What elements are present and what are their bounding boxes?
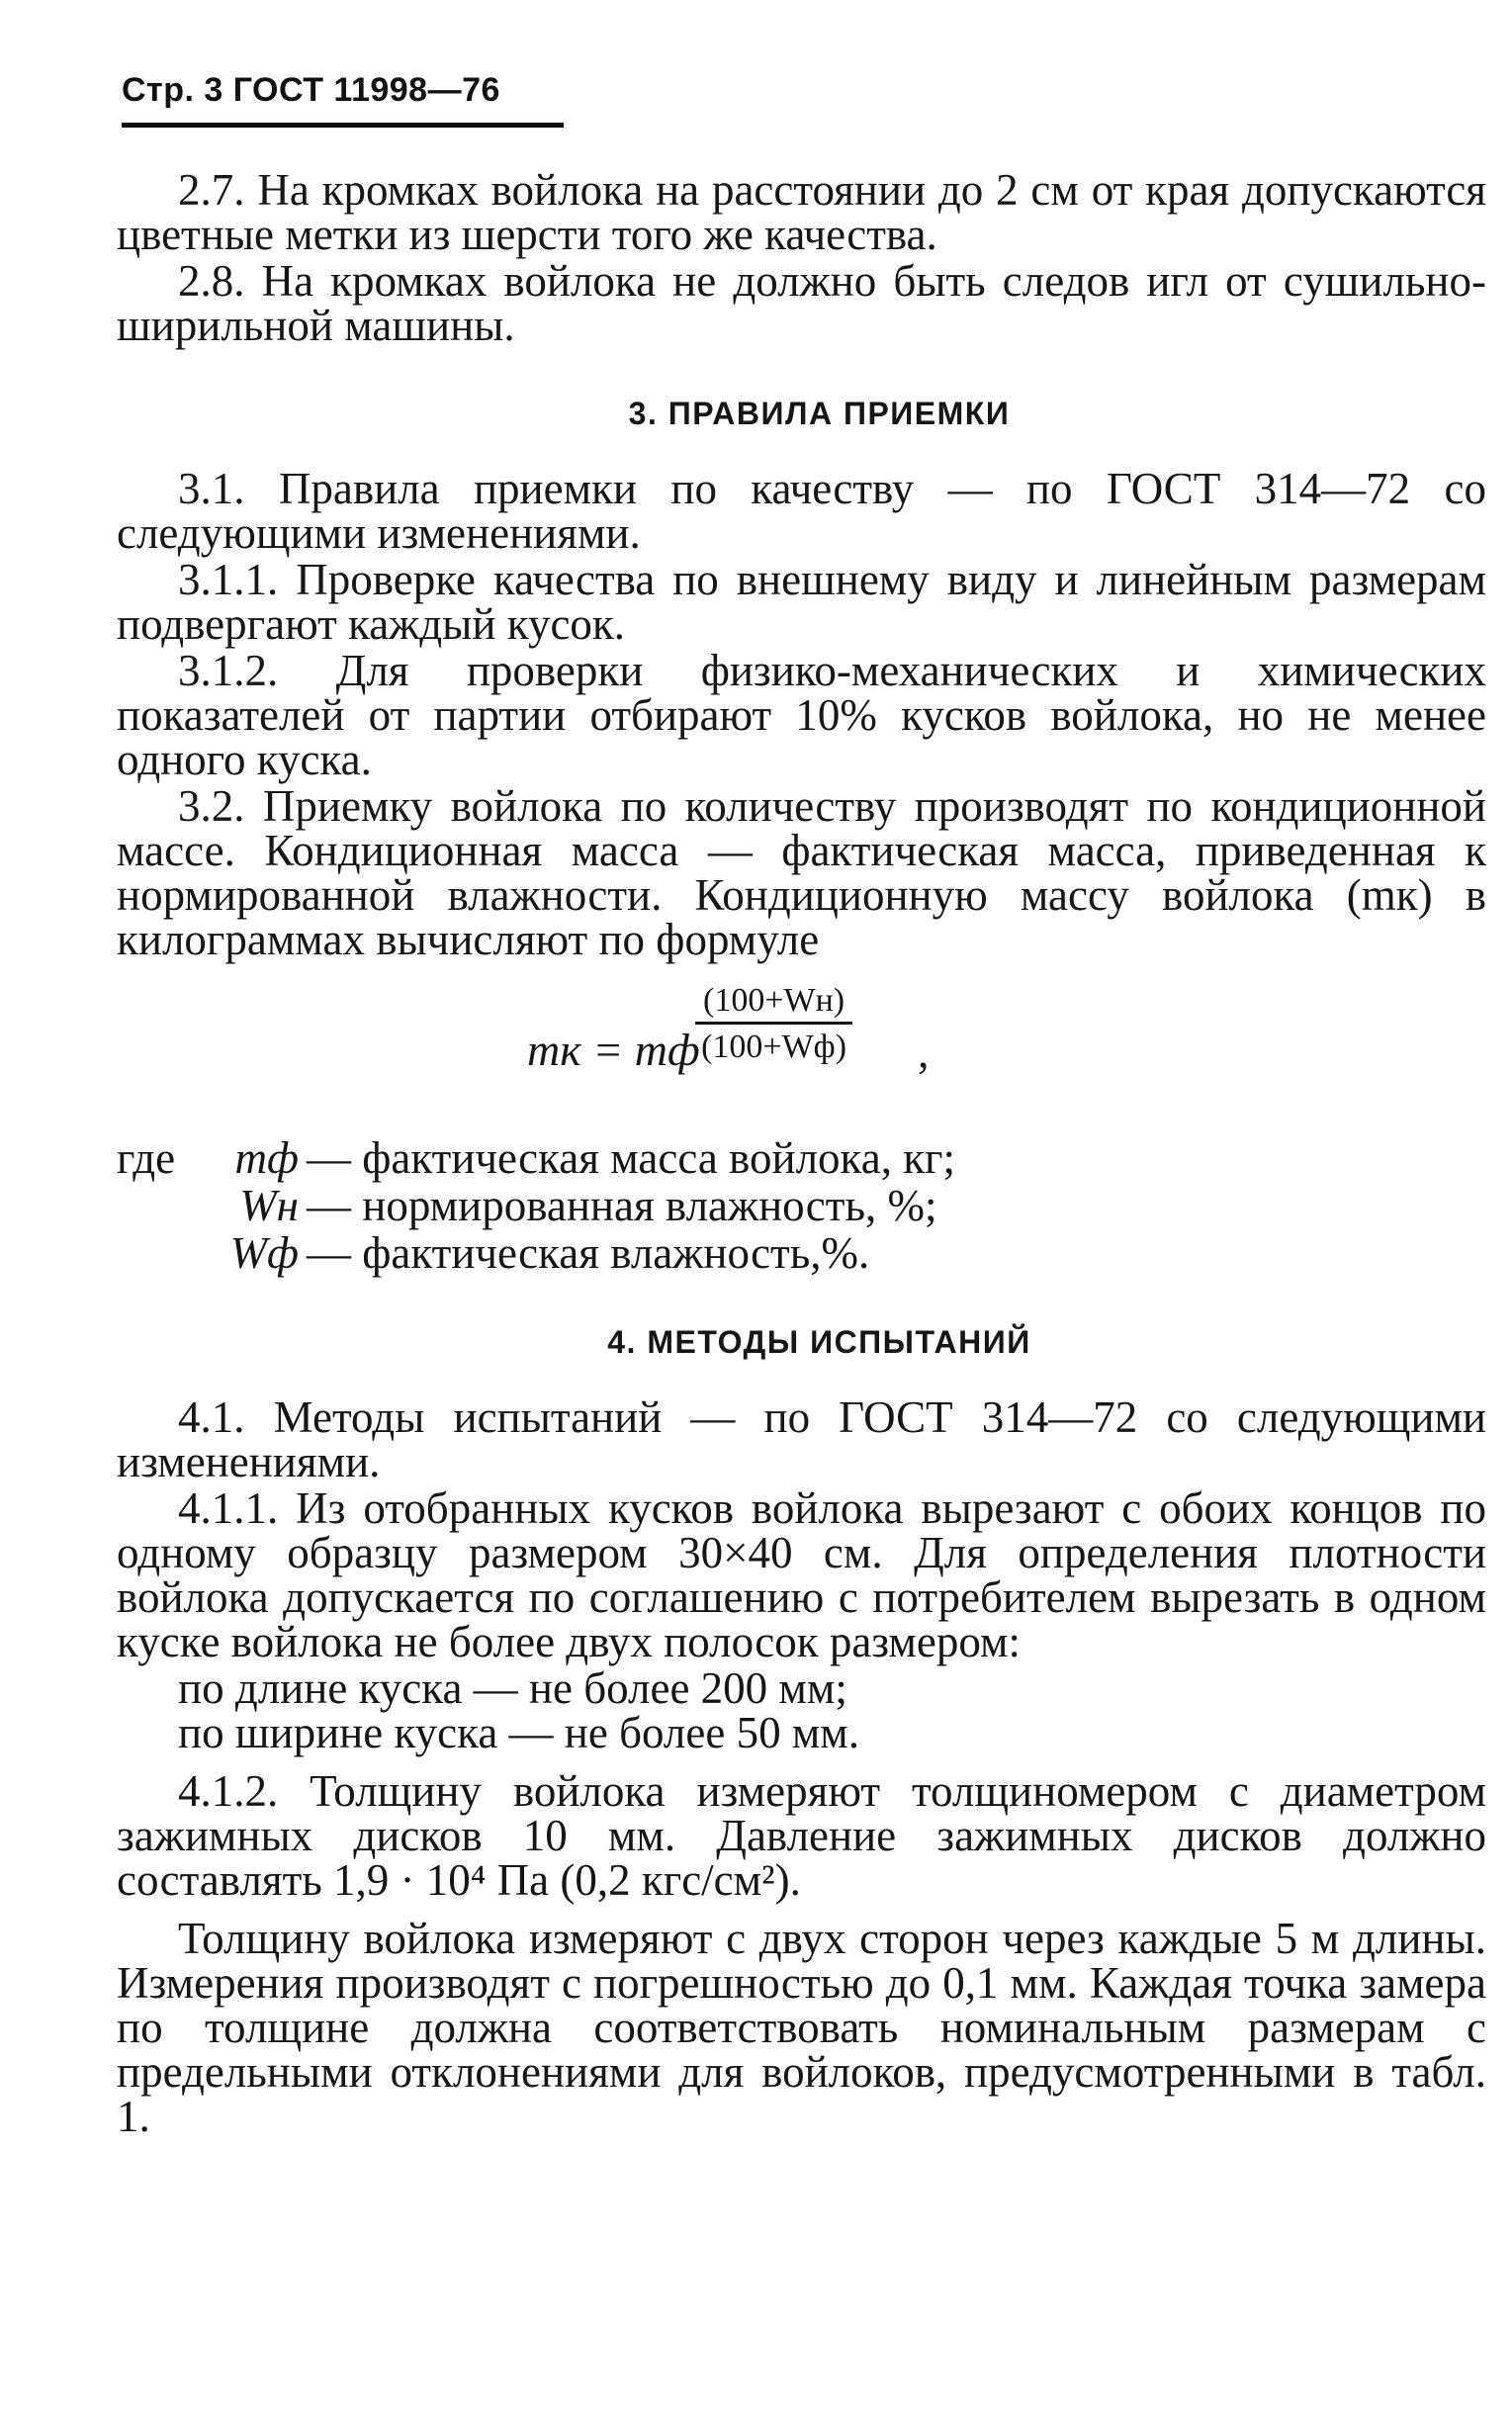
paragraph-4-1-1: 4.1.1. Из отобранных кусков войлока вырезают с обоих концов по одному образцу размером 30×40 см. Для определения плотности войлока допускается по соглашению с потребителем вырезать в одном куске войлока не более двух полосок размером: [117,1483,1486,1667]
definition-row [117,1134,1486,1182]
list-item-length: по длине куска — не более 200 мм; [178,1663,847,1714]
section-3-heading: 3. ПРАВИЛА ПРИЕМКИ [628,396,1011,431]
paragraph-4-1: 4.1. Методы испытаний — по ГОСТ 314—72 со следующими изменениями. [117,1392,1486,1487]
definition-symbol: mф [234,1133,299,1183]
paragraph-2-8: 2.8. На кромках войлока не должно быть следов игл от сушильно-ширильной машины. [117,256,1486,350]
section-4-heading: 4. МЕТОДЫ ИСПЫТАНИЙ [607,1324,1031,1361]
definition-text: — фактическая влажность,%. [307,1228,870,1279]
paragraph-4-1-2: 4.1.2. Толщину войлока измеряют толщиномером с диаметром зажимных дисков 10 мм. Давление зажимных дисков должно составлять 1,9 · 10⁴ Па (0,2 кгс/см²). [117,1766,1486,1906]
paragraph-2-7: 2.7. На кромках войлока на расстоянии до 2 см от края допускаются цветные метки из шерсти того же качества. [117,165,1486,259]
definition-row [117,1229,1486,1277]
formula-definitions [117,1134,1486,1277]
paragraph-3-2: 3.2. Приемку войлока по количеству производят по кондиционной массе. Кондиционная масса — фактическая масса, приведенная к нормированной влажности. Кондиционную массу войлока (mк) в килограммах вычисляют по формуле [117,781,1486,964]
list-item-width: по ширине куска — не более 50 мм. [178,1708,860,1758]
definition-symbol: Wн [239,1181,299,1231]
page-header: Стр. 3 ГОСТ 11998—76 [122,71,500,109]
conditioned-mass-formula [117,984,1486,1122]
definition-symbol: Wф [229,1228,299,1279]
header-rule [122,123,564,128]
page-body [117,165,1486,2142]
definitions-lead: где [117,1133,176,1183]
formula-denominator: (100+Wф) [701,1029,847,1065]
formula-lhs: mк = mф [527,1025,700,1075]
paragraph-3-1: 3.1. Правила приемки по качеству — по ГОСТ 314—72 со следующими изменениями. [117,464,1486,558]
paragraph-4-1-2-continued: Толщину войлока измеряют с двух сторон через каждые 5 м длины. Измерения производят с погрешностью до 0,1 мм. Каждая точка замера по толщине должна соответствовать номинальным размерам с предельными отклонениями для войлоков, предусмотренными в табл. 1. [117,1914,1486,2142]
formula-numerator: (100+Wн) [695,984,852,1025]
definition-text: — нормированная влажность, %; [307,1181,937,1231]
paragraph-3-1-1: 3.1.1. Проверке качества по внешнему виду и линейным размерам подвергают каждый кусок. [117,555,1486,649]
formula-fraction [695,984,852,1064]
paragraph-3-1-2: 3.1.2. Для проверки физико-механических и химических показателей от партии отбирают 10% кусков войлока, но не менее одного куска. [117,646,1486,784]
definition-text: — фактическая масса войлока, кг; [307,1133,956,1183]
formula-comma: , [918,1027,930,1077]
definition-row [117,1182,1486,1229]
